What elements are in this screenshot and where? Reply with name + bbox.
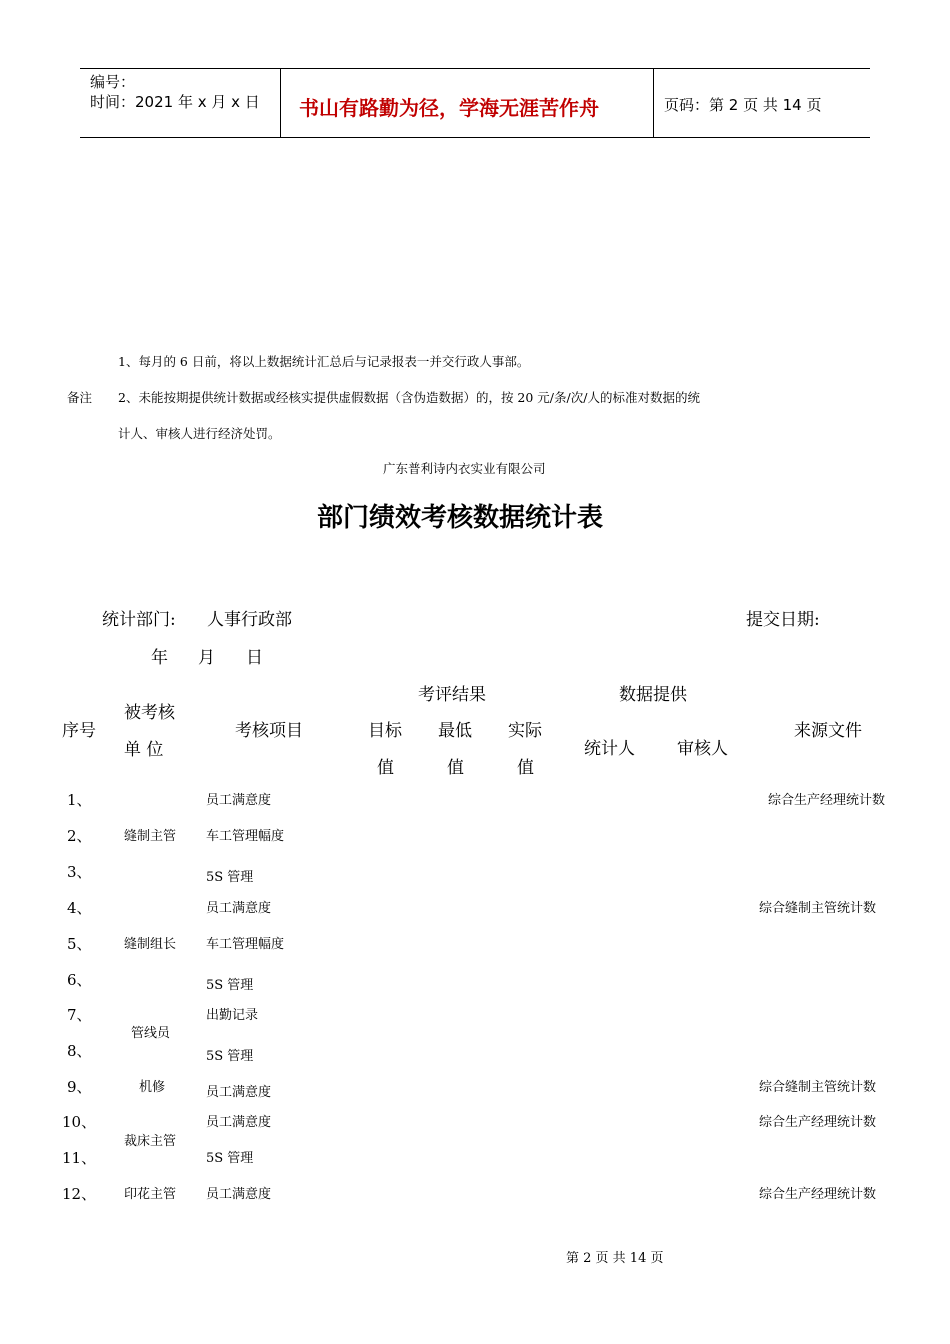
assessment-item: 员工满意度 <box>206 1085 272 1100</box>
date-month: 月 <box>198 648 215 668</box>
assessment-item: 员工满意度 <box>206 1115 272 1130</box>
dept-label: 统计部门: <box>102 610 176 630</box>
header-time-label: 时间：2021 年 x 月 x 日 <box>90 93 260 111</box>
seq-number: 1、 <box>67 791 92 809</box>
assessment-item: 员工满意度 <box>206 1187 272 1202</box>
assessment-item: 员工满意度 <box>206 901 272 916</box>
header-code-label: 编号： <box>90 73 136 91</box>
header-min-line1: 最低 <box>438 721 472 741</box>
assessment-item: 5S 管理 <box>206 978 254 993</box>
seq-number: 6、 <box>67 971 92 989</box>
source-document: 综合生产经理统计数 <box>759 1187 877 1202</box>
seq-number: 11、 <box>62 1149 97 1167</box>
page-footer: 第 2 页 共 14 页 <box>566 1251 664 1266</box>
header-review: 审核人 <box>677 739 728 759</box>
assessment-item: 5S 管理 <box>206 1049 254 1064</box>
header-item: 考核项目 <box>235 721 303 741</box>
date-day: 日 <box>246 648 263 668</box>
header-data-group: 数据提供 <box>619 685 687 705</box>
assessed-unit: 裁床主管 <box>124 1134 177 1149</box>
header-seq: 序号 <box>62 721 96 741</box>
seq-number: 10、 <box>62 1113 97 1131</box>
seq-number: 5、 <box>67 935 92 953</box>
source-document: 综合生产经理统计数 <box>759 1115 877 1130</box>
dept-value: 人事行政部 <box>207 610 292 630</box>
header-slogan: 书山有路勤为径，学海无涯苦作舟 <box>299 96 599 120</box>
seq-number: 8、 <box>67 1042 92 1060</box>
header-right-cell <box>654 69 870 137</box>
header-unit-line1: 被考核 <box>124 703 175 723</box>
assessment-item: 车工管理幅度 <box>206 937 285 952</box>
header-target-line1: 目标 <box>368 721 402 741</box>
header-actual-line2: 值 <box>517 758 534 778</box>
company-name: 广东普利诗内衣实业有限公司 <box>383 461 546 476</box>
header-slogan-cell <box>281 69 654 137</box>
source-document: 综合缝制主管统计数 <box>759 1080 877 1095</box>
header-target-line2: 值 <box>377 758 394 778</box>
page-header <box>80 68 870 138</box>
note-line-2: 2、未能按期提供统计数据或经核实提供虚假数据（含伪造数据）的，按 20 元/条/次/人的标准对数据的统 <box>118 390 700 405</box>
seq-number: 12、 <box>62 1185 97 1203</box>
assessment-item: 5S 管理 <box>206 1151 254 1166</box>
source-document: 综合生产经理统计数 <box>768 793 886 808</box>
header-page-label: 页码：第 2 页 共 14 页 <box>664 96 822 114</box>
source-document: 综合缝制主管统计数 <box>759 901 877 916</box>
header-stat: 统计人 <box>584 739 635 759</box>
header-left-cell <box>80 69 281 137</box>
seq-number: 9、 <box>67 1078 92 1096</box>
seq-number: 3、 <box>67 863 92 881</box>
assessed-unit: 管线员 <box>131 1026 171 1041</box>
header-min-line2: 值 <box>447 758 464 778</box>
seq-number: 2、 <box>67 827 92 845</box>
assessment-item: 5S 管理 <box>206 870 254 885</box>
seq-number: 4、 <box>67 899 92 917</box>
assessment-item: 车工管理幅度 <box>206 829 285 844</box>
date-year: 年 <box>151 648 168 668</box>
header-eval-group: 考评结果 <box>418 685 486 705</box>
header-unit-line2: 单 位 <box>124 740 164 760</box>
submit-date-label: 提交日期: <box>746 610 820 630</box>
assessed-unit: 缝制主管 <box>124 829 177 844</box>
header-source: 来源文件 <box>794 721 862 741</box>
assessment-item: 出勤记录 <box>206 1008 259 1023</box>
assessed-unit: 印花主管 <box>124 1187 177 1202</box>
note-line-3: 计人、审核人进行经济处罚。 <box>118 426 281 441</box>
seq-number: 7、 <box>67 1006 92 1024</box>
assessment-item: 员工满意度 <box>206 793 272 808</box>
header-actual-line1: 实际 <box>508 721 542 741</box>
assessed-unit: 缝制组长 <box>124 937 177 952</box>
note-label: 备注 <box>67 390 93 405</box>
assessed-unit: 机修 <box>139 1080 166 1095</box>
page-title: 部门绩效考核数据统计表 <box>317 503 604 533</box>
note-line-1: 1、每月的 6 日前，将以上数据统计汇总后与记录报表一并交行政人事部。 <box>118 354 530 369</box>
